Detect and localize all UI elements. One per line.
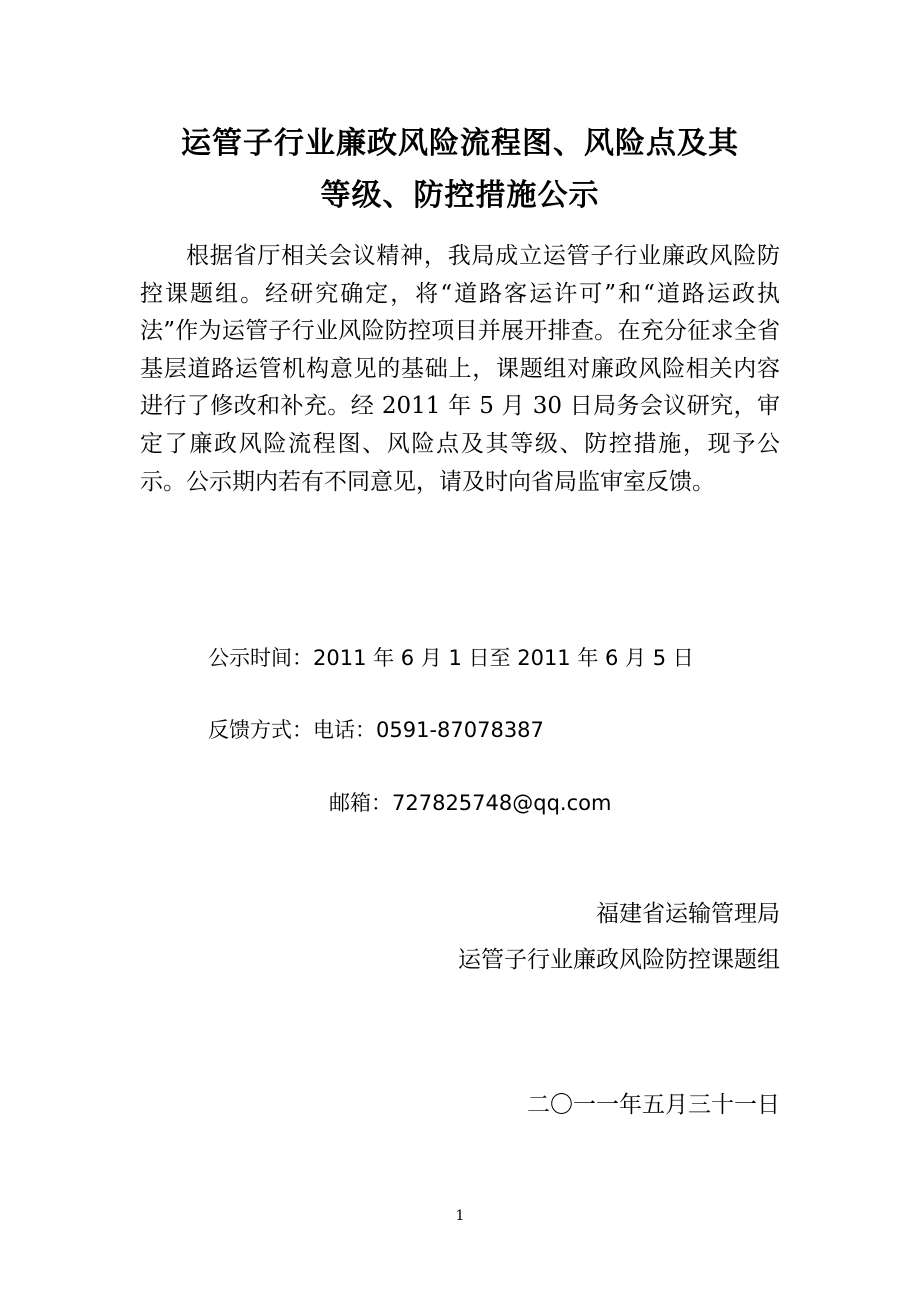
feedback-phone: 电话：0591-87078387 — [313, 718, 544, 742]
publicity-time-value: 2011 年 6 月 1 日至 2011 年 6 月 5 日 — [313, 646, 694, 670]
body-section — [140, 238, 780, 501]
publicity-time-label: 公示时间： — [208, 646, 313, 670]
document-title-line-1: 运管子行业廉政风险流程图、风险点及其 — [181, 126, 739, 161]
feedback-method — [208, 714, 544, 744]
feedback-label: 反馈方式： — [208, 718, 313, 742]
signature-date: 二〇一一年五月三十一日 — [527, 1092, 780, 1118]
document-title-line-2: 等级、防控措施公示 — [320, 178, 600, 213]
feedback-email: 邮箱：727825748@qq.com — [329, 791, 612, 815]
signature-org: 福建省运输管理局 — [596, 901, 780, 927]
body-paragraph: 根据省厅相关会议精神，我局成立运管子行业廉政风险防控课题组。经研究确定，将“道路客运许可”和“道路运政执法”作为运管子行业风险防控项目并展开排查。在充分征求全省基层道路运管机构意见的基础上，课题组对廉政风险相关内容进行了修改和补充。经 2011 年 5 月 30 日局务会议研究，审定了廉政风险流程图、风险点及其等级、防控措施，现予公示。公示期内若有不同意见，请及时向省局监审室反馈。 — [140, 243, 780, 495]
publicity-time — [208, 642, 694, 672]
signature-group: 运管子行业廉政风险防控课题组 — [458, 947, 780, 973]
page-number: 1 — [455, 1208, 465, 1224]
